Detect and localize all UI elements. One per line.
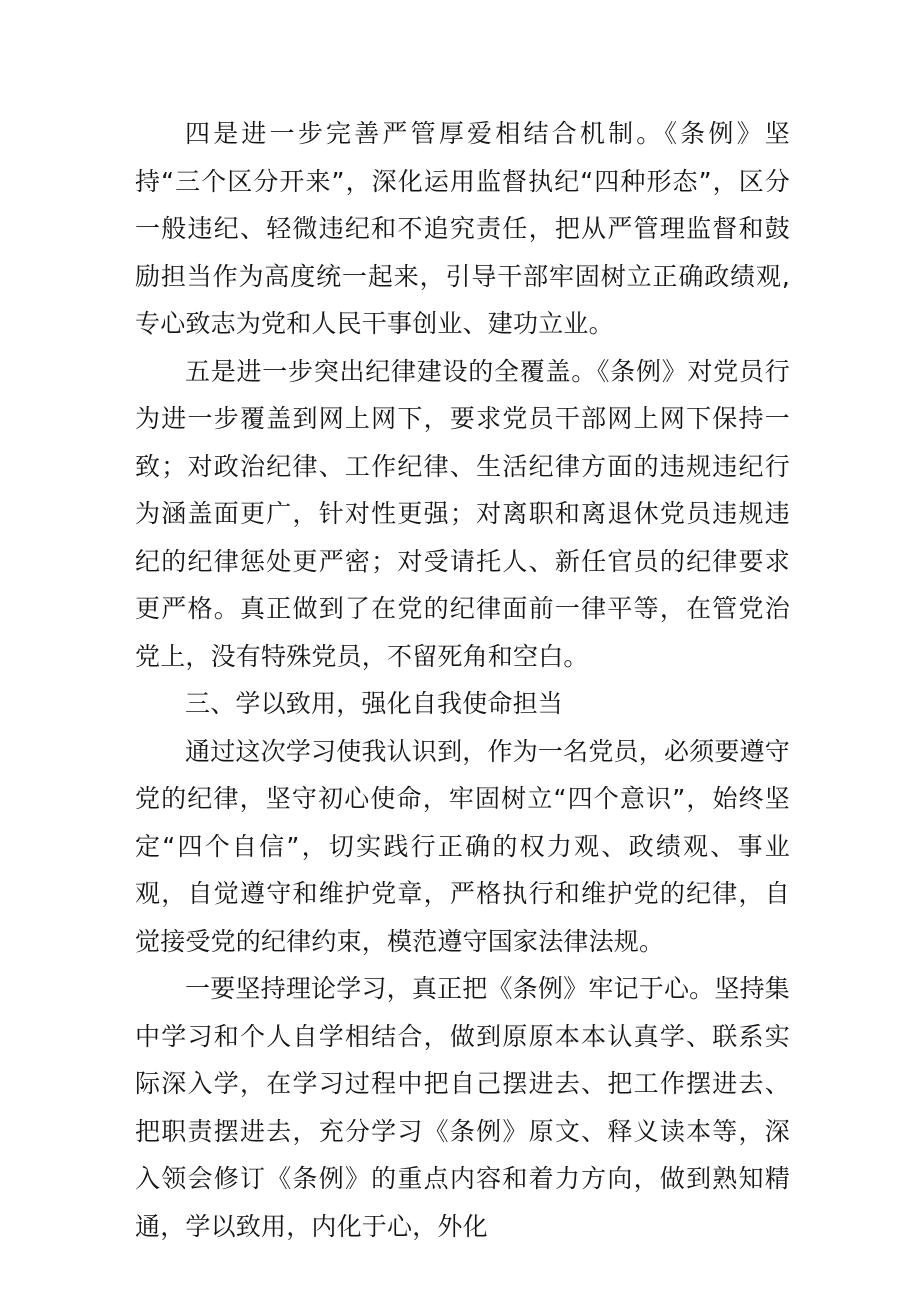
paragraph-discipline-mechanism: 四是进一步完善严管厚爱相结合机制。《条例》坚持“三个区分开来”，深化运用监督执纪“四种形态”，区分一般违纪、轻微违纪和不追究责任，把从严管理监督和鼓励担当作为高度统一起来，引导干部牢固树立正确政绩观,专心致志为党和人民干事创业、建功立业。 [135, 119, 790, 338]
paragraph-study-reflection: 通过这次学习使我认识到，作为一名党员，必须要遵守党的纪律，坚守初心使命，牢固树立“四个意识”，始终坚定“四个自信”，切实践行正确的权力观、政绩观、事业观，自觉遵守和维护党章，严格执行和维护党的纪律，自觉接受党的纪律约束，模范遵守国家法律法规。 [135, 736, 790, 956]
paragraph-theory-study: 一要坚持理论学习，真正把《条例》牢记于心。坚持集中学习和个人自学相结合，做到原原本本认真学、联系实际深入学，在学习过程中把自己摆进去、把工作摆进去、把职责摆进去，充分学习《条例》原文、释义读本等，深入领会修订《条例》的重点内容和着力方向，做到熟知精通，学以致用，内化于心，外化 [135, 974, 790, 1241]
document-body [135, 110, 790, 1250]
paragraph-discipline-coverage: 五是进一步突出纪律建设的全覆盖。《条例》对党员行为进一步覆盖到网上网下，要求党员干部网上网下保持一致；对政治纪律、工作纪律、生活纪律方面的违规违纪行为涵盖面更广，针对性更强；对离职和离退休党员违规违纪的纪律惩处更严密；对受请托人、新任官员的纪律要求更严格。真正做到了在党的纪律面前一律平等，在管党治党上，没有特殊党员，不留死角和空白。 [135, 356, 790, 671]
section-heading-apply-learning: 三、学以致用，强化自我使命担当 [185, 689, 564, 718]
